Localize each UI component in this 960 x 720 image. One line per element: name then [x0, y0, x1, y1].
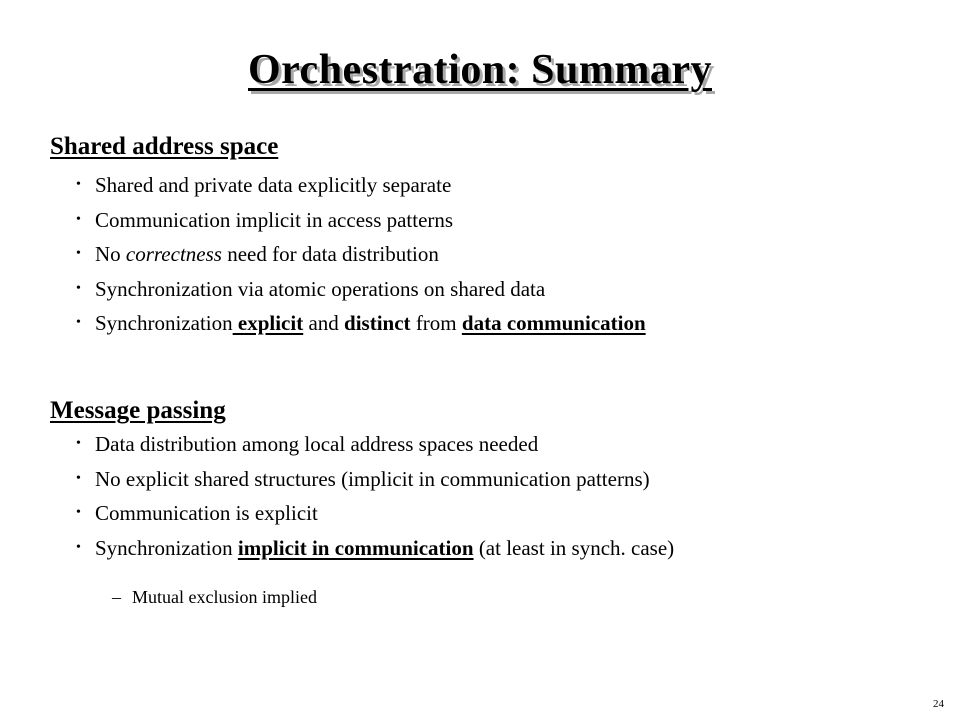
- bullet-icon: •: [76, 246, 81, 261]
- slide-title: Orchestration: Summary: [248, 47, 712, 93]
- emphasis-explicit: explicit: [232, 311, 304, 335]
- section-heading-shared-address-space: Shared address space: [50, 133, 279, 160]
- list-item: • Communication implicit in access patterns: [76, 203, 646, 238]
- section-heading-message-passing: Message passing: [50, 397, 226, 424]
- sub-list-item: – Mutual exclusion implied: [112, 587, 317, 607]
- bullet-icon: •: [76, 470, 81, 486]
- message-passing-list: [76, 427, 674, 565]
- dash-icon: –: [112, 587, 121, 607]
- emphasis-data-communication: data communication: [461, 311, 646, 335]
- list-item: • Synchronization implicit in communication (at least in synch. case): [76, 531, 674, 566]
- shared-address-space-list: [76, 168, 646, 341]
- list-item: • No explicit shared structures (implicit in communication patterns): [76, 462, 674, 497]
- bullet-icon: •: [76, 211, 81, 227]
- bullet-icon: •: [76, 539, 81, 555]
- emphasis-implicit-in-communication: implicit in communication: [237, 535, 474, 560]
- list-item: • Synchronization explicit and distinct from data communication: [76, 306, 646, 341]
- list-item: • No correctness need for data distribution: [76, 237, 646, 272]
- list-item: • Synchronization via atomic operations on shared data: [76, 272, 646, 307]
- list-item: • Shared and private data explicitly separate: [76, 168, 646, 203]
- bullet-icon: •: [76, 280, 81, 296]
- bullet-icon: •: [76, 436, 81, 451]
- bullet-icon: •: [76, 177, 81, 192]
- list-item: • Data distribution among local address spaces needed: [76, 427, 674, 462]
- bullet-icon: •: [76, 315, 81, 330]
- bullet-icon: •: [76, 505, 81, 520]
- page-number: 24: [933, 698, 944, 710]
- list-item: • Communication is explicit: [76, 496, 674, 531]
- emphasis-distinct: distinct: [344, 311, 411, 335]
